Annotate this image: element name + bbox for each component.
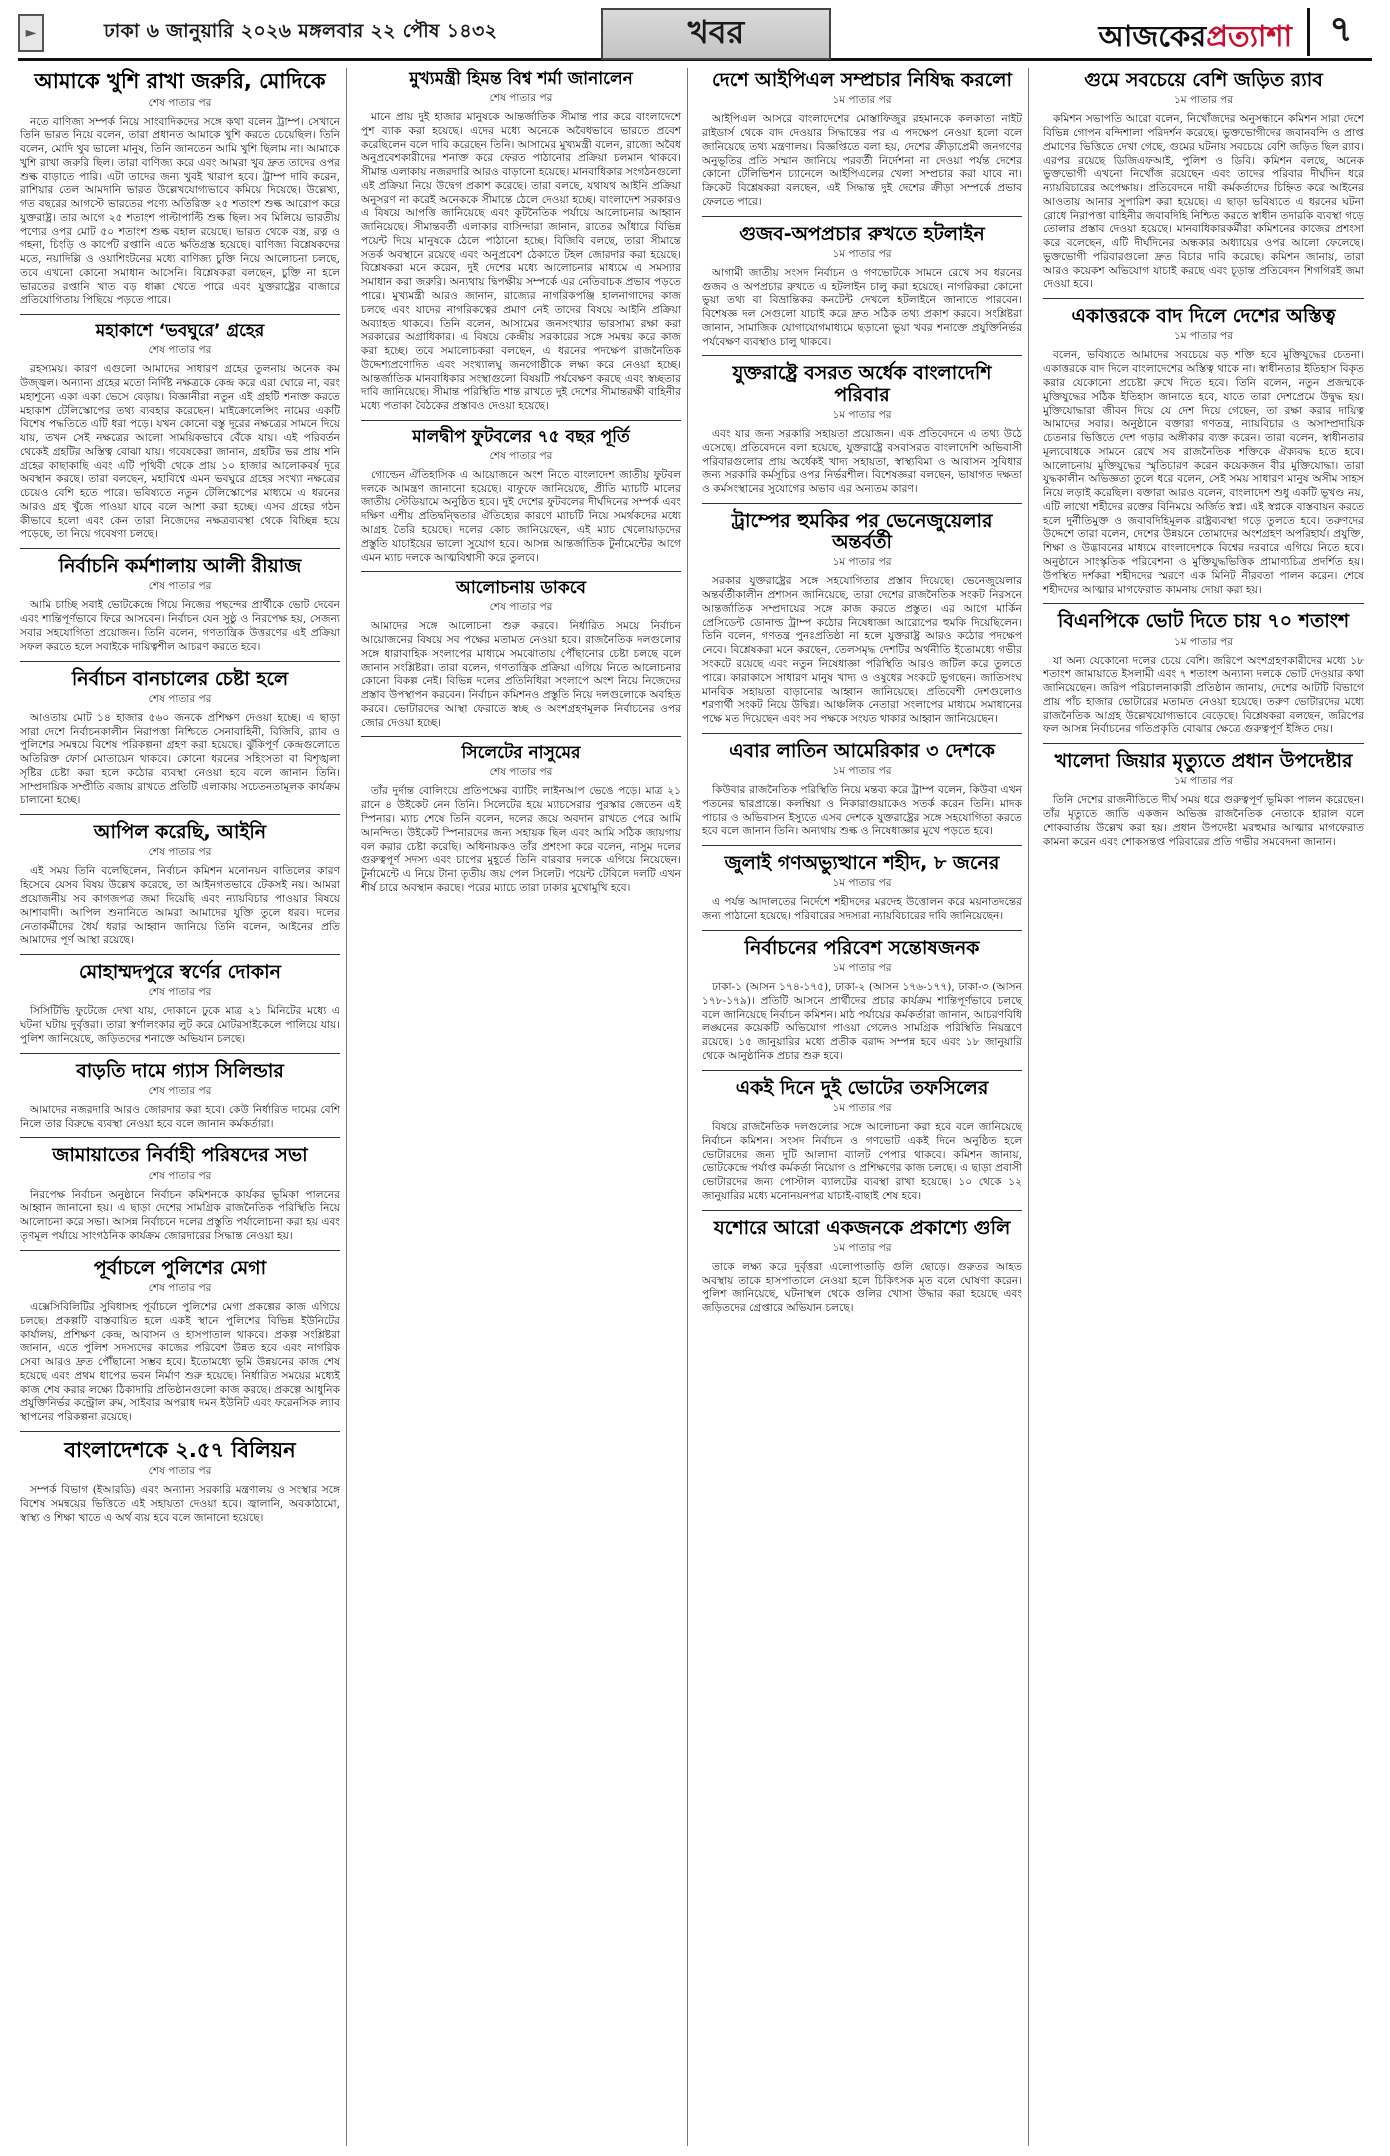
story-body: এই সময় তিনি বলেছিলেন, নির্বাচন কমিশন মনোনয়ন বাতিলের কারণ হিসেবে যেসব বিষয় উল্লেখ করেছে, তা আইনগতভাবে টেকসই নয়। আমরা প্রয়োজনীয় সব কাগজপত্র জমা দিয়েছি এবং ন্যায়বিচার পাওয়ার বিষয়ে আশাবাদী। আপিল শুনানিতে আমরা আমাদের যুক্তি তুলে ধরব। দলের নেতাকর্মীদের ধৈর্য ধরার আহ্বান জানিয়ে তিনি বলেন, আইনের প্রতি আমাদের পূর্ণ আস্থা রয়েছে। (20, 865, 340, 947)
story-continuation-note: শেষ পাতার পর (148, 1281, 212, 1294)
story-headline: মুখ্যমন্ত্রী হিমন্ত বিশ্ব শর্মা জানালেন (409, 69, 633, 89)
story-body: এ পর্যন্ত আদালতের নির্দেশে শহীদদের মরদেহ উত্তোলন করে ময়নাতদন্তের জন্য পাঠানো হয়েছে। পরিবারের সদস্যরা ন্যায়বিচারের দাবি জানিয়েছেন। (702, 896, 1022, 923)
story-body: আওতায় মোট ১৪ হাজার ৫৬০ জনকে প্রশিক্ষণ দেওয়া হচ্ছে। এ ছাড়া সারা দেশে নির্বাচনকালীন নিরাপত্তা নিশ্চিতে সেনাবাহিনী, বিজিবি, র‍্যাব ও পুলিশের সমন্বয়ে বিশেষ পরিকল্পনা গ্রহণ করা হয়েছে। ঝুঁকিপূর্ণ কেন্দ্রগুলোতে অতিরিক্ত ফোর্স মোতায়েন থাকবে। কোনো ধরনের সহিংসতা বা বিশৃঙ্খলা সৃষ্টির চেষ্টা করা হলে কঠোর ব্যবস্থা নেওয়া হবে বলে জানান তিনি। সাম্প্রদায়িক সম্প্রীতি বজায় রাখতে প্রতিটি এলাকায় সচেতনতামূলক কার্যক্রম চালানো হচ্ছে। (20, 711, 340, 807)
story-body: নিরপেক্ষ নির্বাচন অনুষ্ঠানে নির্বাচন কমিশনকে কার্যকর ভূমিকা পালনের আহ্বান জানানো হয়। এ ছাড়া দেশের সামগ্রিক রাজনৈতিক পরিস্থিতি নিয়ে আলোচনা করে সভা। আসন্ন নির্বাচনে দলের প্রস্তুতি পর্যালোচনা করা হয় এবং তৃণমূল পর্যায়ে সাংগঠনিক কার্যক্রম জোরদারের সিদ্ধান্ত নেওয়া হয়। (20, 1188, 340, 1242)
story-headline: মালদ্বীপ ফুটবলের ৭৫ বছর পূর্তি (412, 426, 630, 447)
story-headline: মহাকাশে ‘ভবঘুরে’ গ্রহের (95, 321, 265, 342)
story-continuation-note: শেষ পাতার পর (489, 449, 553, 462)
story-headline: মোহাম্মদপুরে স্বর্ণের দোকান (78, 961, 282, 984)
story-continuation-note: শেষ পাতার পর (489, 766, 553, 779)
story-c2s3 (361, 571, 681, 730)
story-c3s8 (702, 1070, 1022, 1204)
dateline: ঢাকা ৬ জানুয়ারি ২০২৬ মঙ্গলবার ২২ পৌষ ১৪৩২ (104, 20, 498, 42)
story-continuation-note: ১ম পাতার পর (832, 962, 892, 975)
story-continuation-note: শেষ পাতার পর (148, 692, 212, 705)
story-body: ঢাকা-১ (আসন ১৭৪-১৭৫), ঢাকা-২ (আসন ১৭৬-১৭৭), ঢাকা-৩ (আসন ১৭৮-১৭৯)। প্রতিটি আসনে প্রার্থীদের প্রচার কার্যক্রম শান্তিপূর্ণভাবে চলছে বলে জানিয়েছে নির্বাচন কমিশন। মাঠ পর্যায়ের কর্মকর্তারা জানান, আচরণবিধি লঙ্ঘনের কয়েকটি অভিযোগ পাওয়া গেলেও সামগ্রিক পরিস্থিতি নিয়ন্ত্রণে রয়েছে। ১৫ জানুয়ারির মধ্যে প্রতীক বরাদ্দ সম্পন্ন হবে এবং ১৮ জানুয়ারি থেকে আনুষ্ঠানিক প্রচার শুরু হবে। (702, 981, 1022, 1063)
story-c1s5 (20, 814, 340, 948)
story-c3s1 (702, 70, 1022, 210)
story-c2s1 (361, 70, 681, 414)
column-3 (702, 68, 1029, 2146)
story-continuation-note: ১ম পাতার পর (832, 409, 892, 422)
story-body: গোল্ডেন ঐতিহাসিক এ আয়োজনে অংশ নিতে বাংলাদেশ জাতীয় ফুটবল দলকে আমন্ত্রণ জানানো হয়েছে। বাফুফে জানিয়েছে, প্রীতি ম্যাচটি মালের জাতীয় স্টেডিয়ামে অনুষ্ঠিত হবে। দুই দেশের ফুটবলের দীর্ঘদিনের সম্পর্ক এবং দক্ষিণ এশীয় প্রতিদ্বন্দ্বিতার ঐতিহ্যের কারণে ম্যাচটি নিয়ে সমর্থকদের মধ্যে আগ্রহ তৈরি হয়েছে। দলের কোচ জানিয়েছেন, এই ম্যাচ খেলোয়াড়দের প্রস্তুতি যাচাইয়ের ভালো সুযোগ হবে। আসন্ন আন্তর্জাতিক টুর্নামেন্টের আগে এমন ম্যাচ দলকে আত্মবিশ্বাসী করে তুলবে। (361, 468, 681, 564)
story-c2s4 (361, 736, 681, 895)
story-continuation-note: ১ম পাতার পর (1173, 635, 1234, 648)
story-body: সম্পর্ক বিভাগ (ইআরডি) এবং অন্যান্য সরকারি মন্ত্রণালয় ও সংস্থার সঙ্গে বিশেষ সমন্বয়ের ভিত্তিতে এই সহায়তা দেওয়া হবে। জ্বালানি, অবকাঠামো, স্বাস্থ্য ও শিক্ষা খাতে এ অর্থ ব্যয় হবে বলে জানানো হয়েছে। (20, 1484, 340, 1524)
story-body: আইপিএল আসরে বাংলাদেশের মোস্তাফিজুর রহমানকে কলকাতা নাইট রাইডার্স থেকে বাদ দেওয়ার সিদ্ধান্তের পর এ পদক্ষেপ নেওয়া হলো বলে জানিয়েছে তথ্য মন্ত্রণালয়। বিজ্ঞপ্তিতে বলা হয়, দেশের ক্রীড়াপ্রেমী জনগণের অনুভূতির প্রতি সম্মান জানিয়ে পরবর্তী নির্দেশনা না দেওয়া পর্যন্ত দেশের কোনো টেলিভিশন চ্যানেলে আইপিএলের খেলা সম্প্রচার করা যাবে না। ক্রিকেট বিশ্লেষকরা বলছেন, এই সিদ্ধান্ত দুই দেশের ক্রীড়া সম্পর্কে প্রভাব ফেলতে পারে। (702, 113, 1022, 208)
story-body: আমাদের নজরদারি আরও জোরদার করা হবে। কেউ নির্ধারিত দামের বেশি নিলে তার বিরুদ্ধে ব্যবস্থা নেওয়া হবে বলে জানান কর্মকর্তারা। (20, 1103, 340, 1130)
story-body: সিসিটিভি ফুটেজে দেখা যায়, দোকানে ঢুকে মাত্র ২১ মিনিটের মধ্যে এ ঘটনা ঘটায় দুর্বৃত্তরা। তারা স্বর্ণালংকার লুট করে মোটরসাইকেলে পালিয়ে যায়। পুলিশ জানিয়েছে, জড়িতদের শনাক্তে অভিযান চলছে। (20, 1005, 340, 1045)
story-headline: একই দিনে দুই ভোটের তফসিলের (735, 1076, 989, 1099)
story-headline: যুক্তরাষ্ট্রে বসরত অর্ধেক বাংলাদেশি পরিবার (732, 362, 992, 406)
story-headline: দেশে আইপিএল সম্প্রচার নিষিদ্ধ করলো (712, 69, 1012, 91)
story-c3s7 (702, 930, 1022, 1064)
story-headline: জামায়াতের নির্বাহী পরিষদের সভা (52, 1144, 308, 1167)
story-headline: জুলাই গণঅভ্যুত্থানে শহীদ, ৮ জনের (724, 852, 1000, 875)
story-headline: বিএনপিকে ভোট দিতে চায় ৭০ শতাংশ (1057, 610, 1350, 633)
left-edge-marker: ► (18, 14, 44, 52)
story-body: তিনি দেশের রাজনীতিতে দীর্ঘ সময় ধরে গুরুত্বপূর্ণ ভূমিকা পালন করেছেন। তাঁর মৃত্যুতে জাতি একজন অভিজ্ঞ রাজনৈতিক নেতাকে হারাল বলে শোকবার্তায় উল্লেখ করা হয়। প্রধান উপদেষ্টা মরহুমার আত্মার মাগফেরাত কামনা করেন এবং শোকসন্তপ্ত পরিবারের প্রতি গভীর সমবেদনা জানান। (1043, 794, 1364, 848)
story-c1s9 (20, 1250, 340, 1425)
story-continuation-note: শেষ পাতার পর (148, 580, 212, 593)
story-headline: বাংলাদেশকে ২.৫৭ বিলিয়ন (64, 1437, 296, 1462)
story-body: সরকার যুক্তরাষ্ট্রের সঙ্গে সহযোগিতার প্রস্তাব দিয়েছে। ভেনেজুয়েলার অন্তর্বর্তীকালীন প্রশাসন জানিয়েছে, তারা দেশের রাজনৈতিক সংকট নিরসনে আন্তর্জাতিক সম্প্রদায়ের সঙ্গে কাজ করতে প্রস্তুত। এর আগে মার্কিন প্রেসিডেন্ট ডোনাল্ড ট্রাম্প কঠোর নিষেধাজ্ঞা আরোপের হুমকি দিয়েছিলেন। তিনি বলেন, গণতন্ত্র পুনঃপ্রতিষ্ঠা না হলে যুক্তরাষ্ট্র আরও কঠোর পদক্ষেপ নেবে। বিশ্লেষকরা মনে করছেন, তেলসমৃদ্ধ দেশটির অর্থনীতি ইতোমধ্যে গভীর সংকটে রয়েছে এবং নতুন নিষেধাজ্ঞা পরিস্থিতি আরও জটিল করে তুলতে পারে। কারাকাসে সাধারণ মানুষ খাদ্য ও ওষুধের সংকটে ভুগছেন। জাতিসংঘ মানবিক সহায়তা বাড়ানোর আহ্বান জানিয়েছে। প্রতিবেশী দেশগুলোও শরণার্থী সংকট নিয়ে উদ্বিগ্ন। আঞ্চলিক নেতারা সংলাপের মাধ্যমে সমাধানের পক্ষে মত দিয়েছেন এবং সব পক্ষকে সংযত থাকার আহ্বান জানিয়েছেন। (702, 575, 1022, 726)
story-body: এবং যার জন্য সরকারি সহায়তা প্রয়োজন। এক প্রতিবেদনে এ তথ্য উঠে এসেছে। প্রতিবেদনে বলা হয়েছে, যুক্তরাষ্ট্রে বসবাসরত বাংলাদেশি অভিবাসী পরিবারগুলোর প্রায় অর্ধেকই খাদ্য সহায়তা, স্বাস্থ্যবিমা ও আবাসন সুবিধার জন্য সরকারি কর্মসূচির ওপর নির্ভরশীল। বিশেষজ্ঞরা বলছেন, ভাষাগত দক্ষতা ও কর্মসংস্থানের সুযোগের অভাব এর অন্যতম কারণ। (702, 428, 1022, 496)
story-headline: যশোরে আরো একজনকে প্রকাশ্যে গুলি (713, 1216, 1011, 1239)
story-continuation-note: ১ম পাতার পর (1173, 330, 1234, 343)
story-continuation-note: শেষ পাতার পর (148, 1169, 212, 1182)
story-headline: খালেদা জিয়ার মৃত্যুতে প্রধান উপদেষ্টার (1054, 750, 1353, 773)
story-body: মানে প্রায় দুই হাজার মানুষকে আন্তর্জাতিক সীমান্ত পার করে বাংলাদেশে পুশ ব্যাক করা হয়েছে। এদের মধ্যে অনেকে অবৈধভাবে ভারতে প্রবেশ করেছিলেন বলে দাবি করেছেন তিনি। আসামের মুখ্যমন্ত্রী বলেন, রাজ্যে অবৈধ অনুপ্রবেশকারীদের শনাক্ত করে ফেরত পাঠানোর প্রক্রিয়া চলমান থাকবে। সীমান্ত এলাকায় নজরদারি আরও বাড়ানো হয়েছে। মানবাধিকার সংগঠনগুলো এই প্রক্রিয়া নিয়ে উদ্বেগ প্রকাশ করেছে। তারা বলছে, যথাযথ আইনি প্রক্রিয়া অনুসরণ না করেই অনেককে সীমান্তে ঠেলে দেওয়া হচ্ছে। বাংলাদেশ সরকারও এ বিষয়ে আপত্তি জানিয়েছে এবং কূটনৈতিক পর্যায়ে আলোচনার আহ্বান জানিয়েছে। সীমান্তবর্তী এলাকার বাসিন্দারা জানান, রাতের আঁধারে বিভিন্ন পয়েন্ট দিয়ে মানুষকে ঠেলে পাঠানো হচ্ছে। বিজিবি বলছে, তারা সীমান্তে সতর্ক অবস্থানে রয়েছে এবং অনুপ্রবেশ ঠেকাতে টহল জোরদার করা হয়েছে। বিশ্লেষকরা মনে করেন, দুই দেশের মধ্যে আলোচনার মাধ্যমে এ সমস্যার সমাধান করা জরুরি। অন্যথায় দ্বিপক্ষীয় সম্পর্কে এর নেতিবাচক প্রভাব পড়তে পারে। মুখ্যমন্ত্রী আরও জানান, রাজ্যের নাগরিকপঞ্জি হালনাগাদের কাজ চলছে এবং যাদের নাগরিকত্বের প্রমাণ নেই তাদের বিষয়ে আইনি প্রক্রিয়া অব্যাহত থাকবে। তিনি বলেন, আসামের জনসংখ্যার ভারসাম্য রক্ষা করা সরকারের অগ্রাধিকার। এ বিষয়ে কেন্দ্রীয় সরকারের সঙ্গে সমন্বয় করে কাজ করা হচ্ছে। তবে সমালোচকরা বলছেন, এ ধরনের পদক্ষেপ রাজনৈতিক উদ্দেশ্যপ্রণোদিত এবং সংখ্যালঘু জনগোষ্ঠীকে লক্ষ্য করে নেওয়া হচ্ছে। আন্তর্জাতিক মানবাধিকার সংস্থাগুলো বিষয়টি পর্যবেক্ষণ করছে এবং স্বচ্ছতার দাবি জানিয়েছে। সীমান্ত পরিস্থিতি শান্ত রাখতে দুই দেশের সীমান্তরক্ষী বাহিনীর মধ্যে পতাকা বৈঠকের প্রস্তাবও দেওয়া হয়েছে। (361, 111, 681, 413)
story-body: এক্সেসিবিলিটির সুবিধাসহ পূর্বাচলে পুলিশের মেগা প্রকল্পের কাজ এগিয়ে চলছে। প্রকল্পটি বাস্তবায়িত হলে একই স্থানে পুলিশের বিভিন্ন ইউনিটের কার্যালয়, প্রশিক্ষণ কেন্দ্র, আবাসন ও হাসপাতাল থাকবে। প্রকল্প সংশ্লিষ্টরা জানান, এতে পুলিশ সদস্যদের কাজের পরিবেশ উন্নত হবে এবং নাগরিক সেবা আরও দ্রুত পৌঁছানো সম্ভব হবে। ইতোমধ্যে ভূমি উন্নয়নের কাজ শেষ হয়েছে এবং প্রথম ধাপের ভবন নির্মাণ শুরু হয়েছে। নির্ধারিত সময়ের মধ্যেই কাজ শেষ করার লক্ষ্যে ঠিকাদারি প্রতিষ্ঠানগুলো কাজ করছে। প্রকল্পে আধুনিক প্রযুক্তিনির্ভর কন্ট্রোল রুম, সাইবার অপরাধ দমন ইউনিট এবং ফরেনসিক ল্যাব স্থাপনের পরিকল্পনা রয়েছে। (20, 1300, 340, 1424)
story-continuation-note: ১ম পাতার পর (832, 877, 892, 890)
story-headline: একাত্তরকে বাদ দিলে দেশের অস্তিত্ব (1071, 305, 1336, 328)
story-c3s3 (702, 355, 1022, 496)
column-1 (20, 68, 347, 2146)
story-body: তাকে লক্ষ্য করে দুর্বৃত্তরা এলোপাতাড়ি গুলি ছোড়ে। গুরুতর আহত অবস্থায় তাকে হাসপাতালে নেওয়া হলে চিকিৎসক মৃত বলে ঘোষণা করেন। পুলিশ জানিয়েছে, ঘটনাস্থল থেকে গুলির খোসা উদ্ধার করা হয়েছে এবং জড়িতদের গ্রেপ্তারে অভিযান চলছে। (702, 1260, 1022, 1315)
story-continuation-note: শেষ পাতার পর (489, 601, 553, 614)
story-headline: নির্বাচনি কর্মশালায় আলী রীয়াজ (58, 555, 302, 578)
story-continuation-note: শেষ পাতার পর (148, 1465, 212, 1478)
story-c1s10 (20, 1431, 340, 1526)
story-continuation-note: শেষ পাতার পর (489, 92, 553, 105)
brand-name-part1: আজকের (1098, 19, 1207, 53)
story-headline: নির্বাচন বানচালের চেষ্টা হলে (71, 667, 289, 690)
column-4 (1043, 68, 1370, 2146)
story-c3s9 (702, 1210, 1022, 1316)
story-c1s8 (20, 1137, 340, 1243)
story-body: আমি চাচ্ছি সবাই ভোটকেন্দ্রে গিয়ে নিজের পছন্দের প্রার্থীকে ভোট দেবেন এবং শান্তিপূর্ণভাবে ফিরে আসবেন। নির্বাচন যেন সুষ্ঠু ও নিরপেক্ষ হয়, সেজন্য সবার সহযোগিতা প্রয়োজন। তিনি বলেন, গণতান্ত্রিক উত্তরণের এই প্রক্রিয়া সফল করতে হলে সবাইকে দায়িত্বশীল আচরণ করতে হবে। (20, 599, 340, 653)
story-headline: গুমে সবচেয়ে বেশি জড়িত র‍্যাব (1084, 69, 1323, 91)
story-headline: আলোচনায় ডাকবে (455, 578, 587, 599)
story-body: বলেন, ভবিষ্যতে আমাদের সবচেয়ে বড় শক্তি হবে মুক্তিযুদ্ধের চেতনা। একাত্তরকে বাদ দিলে বাংলাদেশের অস্তিত্ব থাকে না। স্বাধীনতার ইতিহাস বিকৃত করার যেকোনো প্রচেষ্টা রুখে দিতে হবে। তিনি বলেন, নতুন প্রজন্মকে মুক্তিযুদ্ধের সঠিক ইতিহাস জানাতে হবে, যাতে তারা দেশপ্রেমে উদ্বুদ্ধ হয়। মুক্তিযোদ্ধারা জীবন দিয়ে যে দেশ দিয়ে গেছেন, তা রক্ষা করার দায়িত্ব আমাদের সবার। অনুষ্ঠানে বক্তারা গণতন্ত্র, ন্যায়বিচার ও অসাম্প্রদায়িক চেতনার ভিত্তিতে দেশ গড়ার অঙ্গীকার ব্যক্ত করেন। তারা বলেন, স্বাধীনতার মূল্যবোধকে সামনে রেখে সব রাজনৈতিক শক্তিকে ঐক্যবদ্ধ হতে হবে। আলোচনায় মুক্তিযুদ্ধের স্মৃতিচারণ করেন কয়েকজন বীর মুক্তিযোদ্ধা। তারা যুদ্ধকালীন অভিজ্ঞতা তুলে ধরে বলেন, সেই সময় সাধারণ মানুষ অসীম সাহস নিয়ে লড়াই করেছিল। বক্তারা আরও বলেন, বাংলাদেশ শুধু একটি ভূখণ্ড নয়, এটি লাখো শহীদের রক্তের বিনিময়ে অর্জিত স্বপ্ন। এই স্বপ্নকে বাস্তবায়ন করতে হলে দুর্নীতিমুক্ত ও জবাবদিহিমূলক রাষ্ট্রব্যবস্থা গড়ে তুলতে হবে। তরুণদের উদ্দেশে তারা বলেন, দেশের উন্নয়নে তোমাদের অংশগ্রহণ অপরিহার্য। প্রযুক্তি, শিক্ষা ও উদ্ভাবনের মাধ্যমে বাংলাদেশকে বিশ্বের দরবারে এগিয়ে নিতে হবে। অনুষ্ঠানে সাংস্কৃতিক পরিবেশনা ও মুক্তিযুদ্ধভিত্তিক প্রামাণ্যচিত্র প্রদর্শিত হয়। উপস্থিত দর্শকরা শহীদদের স্মরণে এক মিনিট নীরবতা পালন করেন। শেষে শহীদদের আত্মার মাগফেরাত কামনায় দোয়া করা হয়। (1043, 349, 1364, 596)
story-body: তাঁর দুর্দান্ত বোলিংয়ে প্রতিপক্ষের ব্যাটিং লাইনআপ ভেঙে পড়ে। মাত্র ২১ রানে ৪ উইকেট নেন তিনি। সিলেটের হয়ে ম্যাচসেরার পুরস্কার জেতেন এই স্পিনার। ম্যাচ শেষে তিনি বলেন, দলের জয়ে অবদান রাখতে পেরে আমি আনন্দিত। উইকেট স্পিনারদের জন্য সহায়ক ছিল এবং আমি সঠিক জায়গায় বল করার চেষ্টা করেছি। অধিনায়কও তাঁর প্রশংসা করে বলেন, নাসুম দলের গুরুত্বপূর্ণ সদস্য এবং চাপের মুহূর্তে তিনি বারবার দলকে এগিয়ে নিয়েছেন। টুর্নামেন্টে এ নিয়ে টানা তৃতীয় জয় পেল সিলেট। পয়েন্ট টেবিলে দলটি এখন শীর্ষ চারে অবস্থান করছে। পরের ম্যাচে তারা ঢাকার মুখোমুখি হবে। (361, 785, 681, 894)
story-body: আগামী জাতীয় সংসদ নির্বাচন ও গণভোটকে সামনে রেখে সব ধরনের গুজব ও অপপ্রচার রুখতে এ হটলাইন চালু করা হয়েছে। নাগরিকরা কোনো ভুয়া তথ্য বা বিভ্রান্তিকর কনটেন্ট দেখলে হটলাইনে জানাতে পারবেন। বিশেষজ্ঞ দল সেগুলো যাচাই করে দ্রুত সঠিক তথ্য প্রকাশ করবে। সংশ্লিষ্টরা জানান, সামাজিক যোগাযোগমাধ্যমে ছড়ানো ভুয়া খবর শনাক্তে প্রযুক্তিনির্ভর পর্যবেক্ষণ ব্যবস্থাও চালু থাকবে। (702, 266, 1022, 348)
story-c3s4 (702, 503, 1022, 727)
story-headline: আমাকে খুশি রাখা জরুরি, মোদিকে (34, 69, 326, 93)
story-continuation-note: শেষ পাতার পর (148, 986, 212, 999)
story-headline: বাড়তি দামে গ্যাস সিলিন্ডার (76, 1059, 284, 1082)
brand-logo (1099, 14, 1292, 52)
column-2 (361, 68, 688, 2146)
story-c1s4 (20, 661, 340, 809)
story-c1s3 (20, 548, 340, 654)
story-c3s6 (702, 845, 1022, 924)
article-columns (20, 68, 1370, 2146)
story-headline: সিলেটের নাসুমের (461, 743, 581, 764)
story-continuation-note: ১ম পাতার পর (832, 247, 892, 260)
story-body: কমিশন সভাপতি আরো বলেন, নিখোঁজদের অনুসন্ধানে কমিশন সারা দেশে বিভিন্ন গোপন বন্দিশালা পরিদর্শন করেছে। ভুক্তভোগীদের জবানবন্দি ও প্রাপ্ত প্রমাণের ভিত্তিতে দেখা গেছে, গুমের ঘটনায় সবচেয়ে বেশি জড়িত ছিল র‍্যাব। এরপর রয়েছে ডিজিএফআই, পুলিশ ও ডিবি। কমিশন বলছে, অনেক ভুক্তভোগী এখনো নিখোঁজ রয়েছেন এবং তাদের পরিবার দীর্ঘদিন ধরে ন্যায়বিচারের অপেক্ষায়। প্রতিবেদনে দায়ী কর্মকর্তাদের চিহ্নিত করে আইনের আওতায় আনার সুপারিশ করা হয়েছে। এ ছাড়া ভবিষ্যতে এ ধরনের ঘটনা রোধে নিরাপত্তা বাহিনীর জবাবদিহি নিশ্চিত করতে স্বাধীন তদারকি ব্যবস্থা গড়ে তোলার প্রস্তাব দেওয়া হয়েছে। মানবাধিকারকর্মীরা কমিশনের কাজের প্রশংসা করে বলেছেন, এটি দীর্ঘদিনের অন্ধকার অধ্যায়ের ওপর আলো ফেলেছে। ভুক্তভোগী পরিবারগুলো দ্রুত বিচার দাবি করেছে। কমিশন জানায়, তারা আরও কয়েকশ অভিযোগ যাচাই করছে এবং চূড়ান্ত প্রতিবেদন শিগগিরই জমা দেওয়া হবে। (1043, 113, 1364, 291)
story-continuation-note: ১ম পাতার পর (832, 765, 892, 778)
story-continuation-note: ১ম পাতার পর (832, 94, 892, 107)
story-body: কিউবার রাজনৈতিক পরিস্থিতি নিয়ে মন্তব্য করে ট্রাম্প বলেন, কিউবা এখন পতনের দ্বারপ্রান্তে। কলম্বিয়া ও নিকারাগুয়াকেও সতর্ক করেন তিনি। মাদক পাচার ও অভিবাসন ইস্যুতে এসব দেশকে যুক্তরাষ্ট্রের সঙ্গে সহযোগিতা করতে হবে বলে জানান তিনি। অন্যথায় শুল্ক ও নিষেধাজ্ঞার মুখে পড়তে হবে। (702, 784, 1022, 838)
story-continuation-note: ১ম পাতার পর (832, 1102, 892, 1115)
masthead (18, 8, 1372, 61)
story-headline: আপিল করেছি, আইনি (93, 821, 267, 844)
story-c1s6 (20, 954, 340, 1047)
story-body: বিষয়ে রাজনৈতিক দলগুলোর সঙ্গে আলোচনা করা হবে বলে জানিয়েছে নির্বাচন কমিশন। সংসদ নির্বাচন ও গণভোট একই দিনে অনুষ্ঠিত হলে ভোটারদের জন্য দুটি আলাদা ব্যালট পেপার থাকবে। কমিশন জানায়, ভোটকেন্দ্রে পর্যাপ্ত কর্মকর্তা নিয়োগ ও প্রশিক্ষণের কাজ চলছে। এ ছাড়া প্রবাসী ভোটারদের জন্য পোস্টাল ব্যালটের ব্যবস্থা রাখা হয়েছে। ১০ থেকে ১২ জানুয়ারির মধ্যে মনোনয়নপত্র যাচাই-বাছাই শেষ হবে। (702, 1121, 1022, 1202)
story-continuation-note: শেষ পাতার পর (148, 96, 212, 109)
story-c4s4 (1043, 743, 1364, 849)
story-headline: এবার লাতিন আমেরিকার ৩ দেশকে (729, 739, 995, 762)
story-continuation-note: ১ম পাতার পর (1173, 775, 1234, 788)
story-continuation-note: শেষ পাতার পর (148, 344, 212, 357)
story-body: যা অন্য যেকোনো দলের চেয়ে বেশি। জরিপে অংশগ্রহণকারীদের মধ্যে ১৮ শতাংশ জামায়াতে ইসলামী এবং ৭ শতাংশ অন্যান্য দলকে ভোট দেওয়ার কথা জানিয়েছেন। জরিপ পরিচালনাকারী প্রতিষ্ঠান জানায়, দেশের আটটি বিভাগে প্রায় পাঁচ হাজার ভোটারের মতামত নেওয়া হয়েছে। তরুণ ভোটারদের মধ্যে রাজনৈতিক আগ্রহ উল্লেখযোগ্যভাবে বেড়েছে। বিশ্লেষকরা বলছেন, জরিপের ফল আসন্ন নির্বাচনের গতিপ্রকৃতি বোঝার ক্ষেত্রে গুরুত্বপূর্ণ ইঙ্গিত দেয়। (1043, 654, 1364, 736)
story-continuation-note: ১ম পাতার পর (832, 556, 892, 569)
story-c4s3 (1043, 603, 1364, 737)
story-c3s2 (702, 216, 1022, 350)
story-c1s1 (20, 70, 340, 308)
story-body: আমাদের সঙ্গে আলোচনা শুরু করবে। নির্ধারিত সময়ে নির্বাচন আয়োজনের বিষয়ে সব পক্ষের মতামত নেওয়া হবে। রাজনৈতিক দলগুলোর সঙ্গে ধারাবাহিক সংলাপের মাধ্যমে সমঝোতায় পৌঁছানোর চেষ্টা চলছে বলে জানান সংশ্লিষ্টরা। তারা বলেন, গণতান্ত্রিক প্রক্রিয়া এগিয়ে নিতে আলোচনার কোনো বিকল্প নেই। বিভিন্ন দলের প্রতিনিধিরা সংলাপে অংশ নিয়ে নিজেদের প্রস্তাব উপস্থাপন করবেন। নির্বাচন কমিশনও প্রস্তুতি নিয়ে দলগুলোকে অবহিত করবে। ভোটারদের আস্থা ফেরাতে স্বচ্ছ ও অংশগ্রহণমূলক নির্বাচনের ওপর জোর দেওয়া হচ্ছে। (361, 620, 681, 729)
story-headline: ট্রাম্পের হুমকির পর ভেনেজুয়েলার অন্তর্বর্তী (731, 509, 993, 554)
story-c1s2 (20, 314, 340, 542)
story-continuation-note: শেষ পাতার পর (148, 1084, 212, 1097)
story-continuation-note: ১ম পাতার পর (832, 1241, 892, 1254)
story-continuation-note: ১ম পাতার পর (1173, 94, 1234, 107)
story-continuation-note: শেষ পাতার পর (148, 846, 212, 859)
story-body: রহস্যময়। কারণ এগুলো আমাদের সাধারণ গ্রহের তুলনায় অনেক কম উজ্জ্বল। অন্যান্য গ্রহের মতো নির্দিষ্ট নক্ষত্রকে কেন্দ্র করে এরা ঘোরে না, বরং মহাশূন্যে একা একা ভেসে বেড়ায়। বিজ্ঞানীরা নতুন এই গ্রহটি শনাক্ত করতে মহাকাশ টেলিস্কোপের তথ্য ব্যবহার করেছেন। মাইক্রোলেন্সিং নামের একটি বিশেষ পদ্ধতিতে এটি ধরা পড়ে। যখন কোনো বস্তু দূরের নক্ষত্রের সামনে দিয়ে যায়, তখন সেই নক্ষত্রের আলো সাময়িকভাবে বেঁকে যায়। এই পরিবর্তন থেকেই গ্রহটির অস্তিত্ব বোঝা যায়। গবেষকেরা জানান, গ্রহটির ভর প্রায় শনি গ্রহের কাছাকাছি এবং এটি পৃথিবী থেকে প্রায় ১০ হাজার আলোকবর্ষ দূরে অবস্থান করছে। তারা বলছেন, মহাবিশ্বে এমন ভবঘুরে গ্রহের সংখ্যা নক্ষত্রের চেয়েও বেশি হতে পারে। ভবিষ্যতে নতুন টেলিস্কোপের মাধ্যমে এ ধরনের আরও গ্রহ খুঁজে পাওয়া যাবে বলে আশা করা হচ্ছে। এসব গ্রহের গঠন কীভাবে হলো এবং কেন তারা নিজেদের নক্ষত্রব্যবস্থা থেকে বিচ্ছিন্ন হয়ে পড়েছে, তা নিয়ে গবেষণা চলছে। (20, 363, 340, 541)
story-headline: গুজব-অপপ্রচার রুখতে হটলাইন (739, 222, 985, 245)
story-headline: নির্বাচনের পরিবেশ সন্তোষজনক (744, 936, 980, 959)
section-title: খবর (601, 8, 831, 60)
story-c4s1 (1043, 70, 1364, 292)
page-number: ৭ (1307, 8, 1372, 56)
story-c1s7 (20, 1053, 340, 1132)
story-c3s5 (702, 733, 1022, 839)
story-headline: পূর্বাচলে পুলিশের মেগা (93, 1256, 267, 1279)
brand-name-part2: প্রত্যাশা (1206, 19, 1292, 53)
story-c2s2 (361, 420, 681, 565)
story-body: নতে বাণিজ্য সম্পর্ক নিয়ে সাংবাদিকদের সঙ্গে কথা বলেন ট্রাম্প। সেখানে তিনি ভারত নিয়ে বলেন, তারা প্রধানত আমাকে খুশি করতে চেয়েছিল। তিনি বলেন, মোদি খুব ভালো মানুষ, তিনি জানতেন আমি খুশি ছিলাম না। আমাকে খুশি রাখা জরুরি ছিল। তারা বাণিজ্য করে এবং আমরা খুব দ্রুত তাদের ওপর শুল্ক বাড়াতে পারি। এটা তাদের জন্য খুবই খারাপ হবে। ট্রাম্প দাবি করেন, রাশিয়ার তেল আমদানি ভারত উল্লেখযোগ্যভাবে কমিয়ে দিয়েছে। উল্লেখ্য, গত বছরের আগস্টে ভারতের পণ্যে অতিরিক্ত ২৫ শতাংশ শুল্ক আরোপ করে যুক্তরাষ্ট্র। তার আগে ২৫ শতাংশ পাল্টাপাল্টি শুল্ক ছিল। সব মিলিয়ে ভারতীয় পণ্যের ওপর মোট ৫০ শতাংশ শুল্ক বহাল রয়েছে। ভারত থেকে বস্ত্র, রত্ন ও গহনা, চিংড়ি ও কার্পেট রপ্তানি এতে ক্ষতিগ্রস্ত হয়েছে। বাণিজ্য বিশ্লেষকদের মতে, নয়াদিল্লি ও ওয়াশিংটনের মধ্যে বাণিজ্য চুক্তি নিয়ে আলোচনা চলছে, তবে এখনো কোনো সমাধান আসেনি। বিশ্লেষকরা বলছেন, চুক্তি না হলে ভারতের রপ্তানি খাত বড় ধাক্কা খেতে পারে এবং যুক্তরাষ্ট্রের বাজারে প্রতিযোগিতায় পিছিয়ে পড়তে পারে। (20, 115, 340, 307)
story-c4s2 (1043, 298, 1364, 597)
